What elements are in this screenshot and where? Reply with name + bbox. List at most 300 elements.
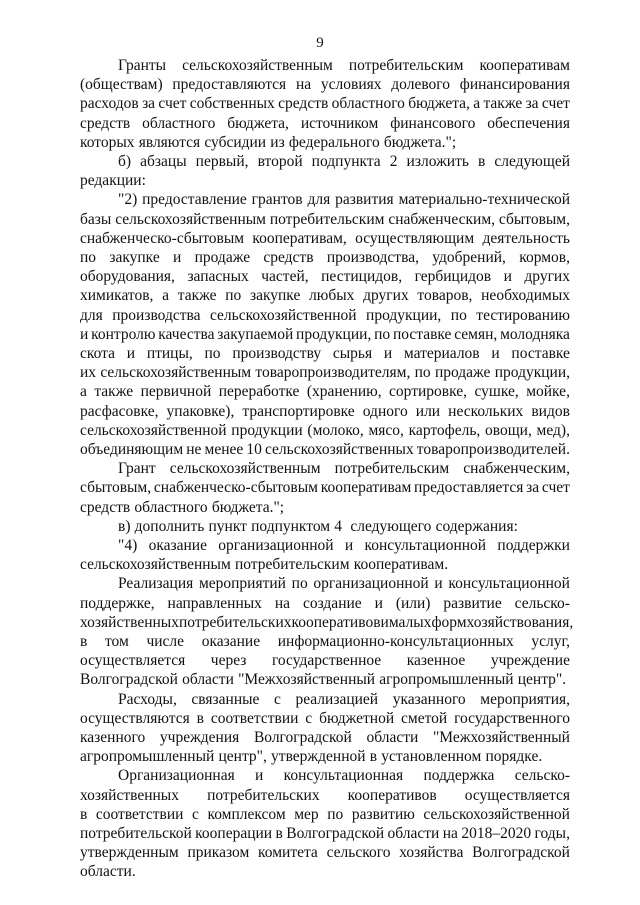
text-line	[80, 326, 570, 344]
word: в	[80, 805, 88, 823]
text-line	[80, 115, 570, 133]
word: в	[275, 825, 283, 842]
word: расфасовке,	[80, 402, 159, 420]
word: подпунктом	[251, 517, 331, 535]
text-line	[80, 479, 570, 497]
word: пестицидов,	[321, 268, 403, 286]
word: бюджета,	[408, 95, 470, 113]
word: и	[80, 325, 89, 343]
word: кооперативам	[479, 57, 570, 74]
text-line	[118, 460, 570, 478]
word: осуществляется	[80, 652, 186, 670]
word: форм	[431, 613, 467, 631]
word: развития	[335, 191, 394, 209]
word: приказом	[187, 844, 250, 862]
word: и	[173, 249, 182, 266]
word: сельскохозяйственной	[209, 306, 357, 324]
word: сметой	[401, 709, 448, 727]
word: том	[104, 633, 129, 650]
word: Расходы,	[118, 690, 177, 708]
word: собственных	[189, 95, 275, 113]
word: следующей	[494, 153, 570, 170]
text-line	[80, 95, 570, 113]
word: направленных	[167, 594, 262, 612]
word: по	[291, 575, 308, 593]
word: Реализация	[118, 575, 194, 593]
text-line	[80, 211, 570, 229]
word: сельского	[326, 844, 391, 862]
word: изложить	[406, 153, 469, 170]
text-line	[80, 268, 570, 286]
word: базы	[80, 210, 112, 228]
word: расходов	[80, 95, 139, 113]
word: в	[369, 748, 378, 766]
word: или	[415, 402, 441, 420]
word: товаров,	[417, 287, 473, 305]
word: сбытовым,	[498, 210, 570, 228]
word: мероприятий	[198, 575, 286, 593]
text-line	[80, 134, 570, 152]
word: с	[192, 805, 199, 823]
word: частей,	[261, 268, 309, 286]
text-line	[80, 613, 574, 632]
word: содержания:	[435, 517, 518, 535]
text-line	[80, 825, 570, 843]
text-line	[80, 403, 570, 421]
word: потребительским	[348, 57, 464, 74]
word: закупаемой	[217, 325, 294, 343]
word: осуществляющим	[355, 229, 475, 247]
word: агропромышленный	[80, 748, 215, 766]
word: долевого	[391, 76, 451, 94]
word: информационно-консультационных	[277, 633, 514, 650]
word: продукции,	[494, 364, 570, 382]
word: овощи,	[485, 421, 532, 439]
word: для	[80, 306, 103, 324]
word: бюджетной	[319, 709, 395, 727]
text-line	[80, 307, 570, 325]
word: также	[94, 383, 134, 401]
word: гербицидов	[414, 268, 492, 286]
word: транспортировке	[242, 402, 355, 420]
page-number: 9	[316, 35, 324, 51]
word: поддержки	[497, 537, 570, 554]
word: поддержка	[423, 767, 495, 785]
word: сушке,	[474, 383, 519, 401]
word: средств	[263, 249, 314, 266]
word: нескольких	[448, 402, 524, 420]
word: других	[524, 268, 570, 286]
text-line	[80, 172, 570, 190]
word: потребительских	[207, 786, 320, 804]
text-line	[80, 556, 570, 574]
text-line	[80, 422, 570, 440]
word: источником	[300, 114, 379, 132]
word: молодняка	[500, 325, 570, 343]
word: видов	[531, 402, 570, 420]
text-line	[80, 441, 570, 459]
word: предоставление	[142, 191, 247, 209]
word: на	[274, 594, 291, 612]
word: а	[473, 95, 481, 113]
word: числе	[146, 633, 185, 650]
word: Волгоградской	[286, 825, 385, 842]
word: следующего	[350, 517, 432, 535]
text-line	[80, 806, 570, 824]
word: и	[344, 537, 354, 554]
word: центр",	[218, 748, 267, 766]
word: учреждения	[159, 729, 240, 746]
word: казенное	[406, 652, 466, 670]
word: продукции,	[366, 306, 442, 324]
text-line	[80, 787, 570, 805]
word: кооперативам	[320, 479, 412, 497]
word: установленном	[381, 748, 482, 766]
word: организационной	[218, 537, 334, 554]
word: указанного	[392, 690, 466, 708]
word: условиях	[320, 76, 382, 94]
word: б)	[118, 153, 132, 170]
word: запасных	[187, 268, 249, 286]
word: качества	[158, 325, 215, 343]
word: "2)	[118, 191, 138, 209]
word: их	[80, 364, 97, 382]
word: закупке	[249, 287, 301, 305]
word: комплексом	[207, 805, 286, 823]
word: не	[186, 441, 202, 458]
word: сельскохозяйственным	[169, 460, 321, 478]
word: для	[307, 191, 331, 209]
word: и	[374, 594, 383, 612]
text-line	[80, 710, 570, 728]
word: хозяйственных	[80, 786, 179, 804]
word: консультационной	[448, 575, 570, 593]
word: удобрений,	[432, 249, 506, 266]
word: реализацией	[295, 690, 379, 708]
word: материально-технической	[398, 191, 570, 209]
word: поддержке,	[80, 594, 155, 612]
text-line	[118, 153, 570, 171]
word: в	[80, 633, 88, 650]
word: хозяйственных	[80, 613, 179, 631]
word: обеспечения	[487, 114, 570, 132]
word: развитие	[443, 594, 502, 612]
word: 10	[246, 441, 262, 458]
word: хозяйствования,	[466, 613, 574, 631]
word: утвержденной	[271, 748, 366, 766]
word: также	[177, 287, 217, 305]
word: по	[450, 306, 467, 324]
text-line	[118, 575, 570, 593]
word: упаковке),	[166, 402, 235, 420]
text-line	[80, 844, 570, 862]
text-line	[118, 191, 570, 209]
word: предоставляется	[414, 479, 524, 497]
word: агропромышленный	[379, 671, 514, 689]
word: сельскохозяйственным	[182, 57, 333, 74]
word: подпункта	[311, 153, 381, 170]
word: по	[374, 325, 391, 343]
word: счет	[541, 95, 570, 113]
word: оказание	[201, 633, 261, 650]
word: сельскохозяйственной	[423, 805, 570, 823]
word: и	[380, 613, 389, 631]
word: потребительской	[80, 825, 192, 842]
word: скота	[80, 345, 116, 362]
word: по	[225, 287, 242, 305]
word: переработке	[218, 383, 300, 401]
text-line	[80, 287, 570, 305]
word: "Межхозяйственный	[238, 671, 376, 689]
word: также	[483, 95, 523, 113]
word: кооперативам,	[252, 229, 347, 247]
word: счет	[541, 479, 570, 497]
word: консультационной	[364, 537, 487, 554]
text-line	[80, 748, 570, 766]
word: казенного	[80, 729, 146, 746]
word: Грант	[118, 460, 156, 478]
word: продукции,	[296, 325, 372, 343]
word: государственное	[271, 652, 382, 670]
word: тестированию	[476, 306, 570, 324]
word: консультационная	[283, 767, 404, 785]
text-line	[80, 595, 570, 613]
word: области	[366, 729, 419, 746]
word: снабженческим,	[463, 460, 570, 478]
word: осуществляются	[80, 709, 190, 727]
word: по	[80, 249, 97, 266]
word: продаже	[434, 364, 491, 382]
word: одного	[362, 402, 408, 420]
text-line	[80, 499, 570, 517]
word: на	[295, 76, 312, 94]
word: средств	[80, 114, 131, 132]
word: 2018–2020	[461, 825, 532, 842]
word: за	[526, 479, 540, 497]
word: закупке	[109, 249, 160, 266]
word: предоставляются	[172, 76, 287, 94]
word: грантов	[251, 191, 303, 209]
word: потребительских	[178, 613, 292, 631]
word: сельскохозяйственным	[100, 364, 252, 382]
word: "4)	[118, 537, 138, 554]
word: кооперативам.	[353, 556, 449, 574]
text-line	[118, 57, 570, 75]
word: с	[274, 690, 281, 708]
word: необходимых	[481, 287, 570, 305]
word: материалов	[403, 345, 480, 362]
word: утвержденным	[80, 844, 179, 862]
word: годы,	[534, 825, 570, 842]
word: соответствии	[95, 805, 184, 823]
word: производству	[232, 345, 322, 362]
text-line	[118, 767, 570, 785]
text-line	[80, 76, 570, 94]
text-line	[80, 863, 570, 881]
word: оказание	[148, 537, 207, 554]
word: мероприятия,	[480, 690, 570, 708]
word: за	[525, 95, 539, 113]
word: 4	[334, 517, 343, 535]
word: оборудования,	[80, 268, 175, 286]
text-line	[80, 729, 570, 747]
word: Волгоградской	[80, 671, 178, 689]
word: деятельность	[482, 229, 570, 247]
word: кооперативов	[291, 613, 381, 631]
word: центр".	[517, 671, 567, 689]
word: первый,	[195, 153, 249, 170]
text-line	[80, 383, 570, 401]
word: продаже	[194, 249, 251, 266]
word: средств	[278, 95, 329, 113]
word: снабженческо-сбытовым	[153, 479, 318, 497]
word: бюджета,	[227, 114, 289, 132]
word: Гранты	[118, 57, 167, 74]
word: через	[210, 652, 247, 670]
word: связанные	[191, 690, 260, 708]
word: химикатов,	[80, 287, 154, 305]
word: любых	[309, 287, 355, 305]
word: субсидии	[204, 133, 267, 151]
word: потребительским	[269, 210, 385, 228]
word: области	[182, 671, 234, 689]
word: порядке.	[485, 748, 543, 766]
word: сельскохозяйственной	[80, 421, 227, 439]
word: по	[327, 805, 344, 823]
word: продукции	[231, 421, 303, 439]
word: развитию	[351, 805, 415, 823]
word: на	[442, 825, 458, 842]
word: Волгоградской	[472, 844, 570, 862]
word: сельско-	[514, 594, 570, 612]
word: и	[491, 345, 500, 362]
word: финансового	[390, 114, 476, 132]
word: менее	[204, 441, 244, 458]
word: с	[305, 709, 313, 727]
word: мясо,	[368, 421, 404, 439]
word: кооперации	[195, 825, 273, 842]
word: сортировке,	[389, 383, 468, 401]
word: объединяющим	[80, 441, 184, 458]
word: услуг,	[531, 633, 570, 650]
text-line	[118, 518, 570, 536]
word: производства	[112, 306, 201, 324]
word: финансирования	[459, 76, 570, 94]
word: учреждение	[490, 652, 570, 670]
word: осуществляется	[464, 786, 570, 804]
word: счет	[158, 95, 187, 113]
word: по	[414, 364, 431, 382]
word: абзацы	[140, 153, 187, 170]
word: средств	[80, 498, 131, 516]
word: контролю	[91, 325, 156, 343]
word: (хранению,	[306, 383, 382, 401]
word: государственного	[454, 709, 570, 727]
text-line	[80, 652, 570, 670]
word: 2	[389, 153, 398, 170]
word: второй	[257, 153, 303, 170]
word: области	[387, 825, 440, 842]
text-line	[118, 537, 570, 555]
word: хозяйства	[399, 844, 464, 862]
word: потребительским	[334, 460, 450, 478]
word: семян,	[454, 325, 498, 343]
word: птицы,	[146, 345, 193, 362]
word: в	[196, 709, 204, 727]
text-line	[118, 691, 570, 709]
word: по	[204, 345, 221, 362]
word: редакции:	[80, 172, 146, 190]
word: сбытовым,	[80, 479, 152, 497]
text-line	[80, 230, 570, 248]
word: (обществам)	[80, 76, 163, 94]
word: создание	[302, 594, 362, 612]
word: в	[477, 153, 486, 170]
word: и	[434, 575, 443, 593]
word: сырья	[332, 345, 373, 362]
word: бюджета.";	[383, 133, 457, 151]
word: пункт	[208, 517, 247, 535]
word: области.	[80, 863, 136, 881]
word: товаропроизводителей.	[416, 441, 570, 458]
word: а	[80, 383, 87, 401]
word: мер	[294, 805, 319, 823]
word: являются	[138, 133, 201, 151]
text-line	[80, 345, 570, 363]
word: малых	[388, 613, 432, 631]
word: картофель,	[408, 421, 481, 439]
word: потребительским	[234, 556, 350, 574]
word: бюджета.";	[211, 498, 285, 516]
word: снабженческим,	[388, 210, 495, 228]
word: производства,	[326, 249, 419, 266]
word: соответствии	[210, 709, 299, 727]
text-line	[80, 633, 570, 651]
word: областного	[331, 95, 405, 113]
word: других	[363, 287, 409, 305]
word: сельскохозяйственным	[80, 556, 231, 574]
word: (молоко,	[307, 421, 364, 439]
word: первичной	[140, 383, 212, 401]
word: сельско-	[514, 767, 570, 785]
word: Волгоградской	[253, 729, 352, 746]
word: и	[503, 268, 512, 286]
word: организационной	[313, 575, 429, 593]
word: мойке,	[526, 383, 570, 401]
word: которых	[80, 133, 135, 151]
word: дополнить	[134, 517, 205, 535]
word: мед),	[536, 421, 570, 439]
word: и	[255, 767, 264, 785]
word: сельскохозяйственных	[264, 441, 414, 458]
word: снабженческо-сбытовым	[80, 229, 245, 247]
word: областного	[134, 498, 208, 516]
word: комитета	[258, 844, 318, 862]
word: за	[142, 95, 156, 113]
text-line	[80, 364, 570, 382]
text-line	[80, 671, 570, 689]
word: кооперативов	[347, 786, 437, 804]
word: сельскохозяйственным	[115, 210, 266, 228]
word: поставке	[392, 325, 452, 343]
word: а	[162, 287, 170, 305]
word: (или)	[395, 594, 431, 612]
word: "Межхозяйственный	[432, 729, 570, 746]
word: поставке	[511, 345, 570, 362]
text-line	[80, 249, 570, 267]
word: федерального	[288, 133, 380, 151]
word: из	[270, 133, 285, 151]
